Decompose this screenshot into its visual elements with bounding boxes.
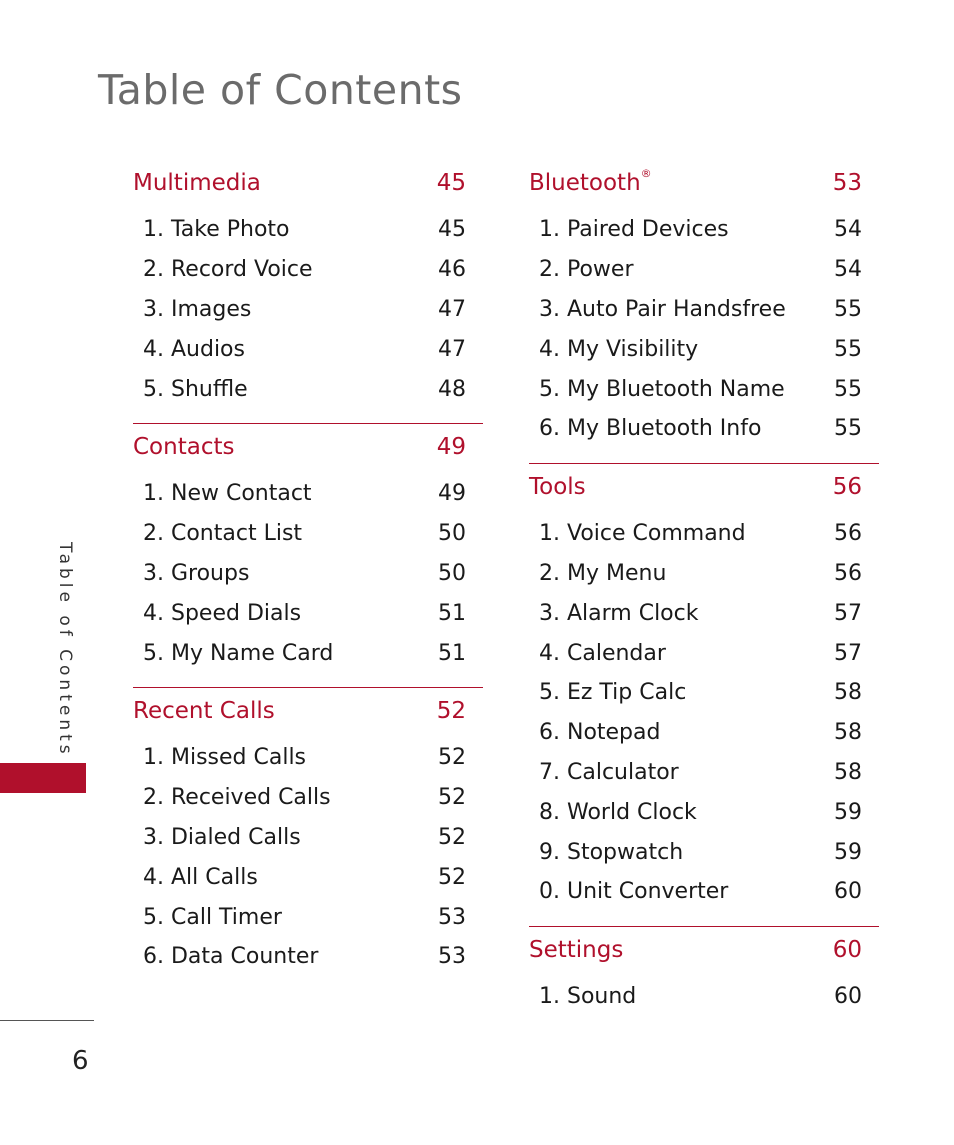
section-page-number: 56 <box>832 473 862 500</box>
entry-page-number: 47 <box>438 336 466 362</box>
entry-page-number: 58 <box>834 680 862 706</box>
entry-label: 1. Take Photo <box>143 217 290 243</box>
registered-mark: ® <box>640 167 652 180</box>
entry-label: 9. Stopwatch <box>539 839 684 865</box>
entry-label: 5. Call Timer <box>143 904 282 930</box>
section-title <box>529 464 586 510</box>
entry-page-number: 54 <box>834 217 862 243</box>
entry-page-number: 50 <box>438 521 466 547</box>
toc-entry[interactable] <box>529 673 879 713</box>
toc-left-column <box>133 160 483 991</box>
toc-section-multimedia <box>133 160 483 423</box>
toc-section-settings <box>529 926 879 1031</box>
entry-label: 4. Calendar <box>539 640 666 666</box>
section-title-text: Contacts <box>133 433 235 460</box>
toc-entry[interactable] <box>529 977 879 1017</box>
section-title <box>133 424 234 470</box>
toc-entry[interactable] <box>133 514 483 554</box>
section-page-number: 60 <box>832 936 862 963</box>
section-items <box>529 210 879 463</box>
entry-page-number: 55 <box>834 336 862 362</box>
toc-entry[interactable] <box>529 713 879 753</box>
entry-label: 5. My Bluetooth Name <box>539 376 785 402</box>
toc-entry[interactable] <box>529 250 879 290</box>
entry-label: 1. Missed Calls <box>143 745 307 771</box>
section-heading[interactable] <box>133 424 483 474</box>
entry-page-number: 55 <box>834 416 862 442</box>
entry-label: 2. My Menu <box>539 560 667 586</box>
side-tab-label: Table of Contents <box>55 542 75 758</box>
toc-entry[interactable] <box>133 738 483 778</box>
entry-page-number: 56 <box>834 560 862 586</box>
toc-entry[interactable] <box>529 290 879 330</box>
toc-entry[interactable] <box>133 593 483 633</box>
toc-entry[interactable] <box>133 857 483 897</box>
section-heading[interactable] <box>529 927 879 977</box>
section-title-text: Recent Calls <box>133 697 275 724</box>
entry-label: 4. My Visibility <box>539 336 699 362</box>
entry-label: 8. World Clock <box>539 799 697 825</box>
page-title: Table of Contents <box>98 66 463 114</box>
entry-label: 0. Unit Converter <box>539 879 729 905</box>
entry-page-number: 47 <box>438 296 466 322</box>
section-items <box>133 738 483 991</box>
entry-page-number: 59 <box>834 839 862 865</box>
toc-entry[interactable] <box>529 872 879 912</box>
section-items <box>133 474 483 687</box>
entry-page-number: 58 <box>834 720 862 746</box>
toc-entry[interactable] <box>133 897 483 937</box>
entry-page-number: 52 <box>438 785 466 811</box>
section-page-number: 52 <box>436 697 466 724</box>
section-page-number: 49 <box>436 433 466 460</box>
entry-page-number: 48 <box>438 376 466 402</box>
entry-label: 5. My Name Card <box>143 640 334 666</box>
toc-entry[interactable] <box>529 832 879 872</box>
entry-label: 1. Sound <box>539 984 637 1010</box>
entry-page-number: 59 <box>834 799 862 825</box>
toc-entry[interactable] <box>133 818 483 858</box>
toc-entry[interactable] <box>529 753 879 793</box>
entry-page-number: 52 <box>438 745 466 771</box>
section-heading[interactable] <box>133 160 483 210</box>
entry-label: 3. Groups <box>143 560 250 586</box>
entry-page-number: 45 <box>438 217 466 243</box>
entry-label: 1. Paired Devices <box>539 217 729 243</box>
toc-entry[interactable] <box>133 937 483 977</box>
toc-section-recent-calls <box>133 687 483 991</box>
entry-label: 4. Audios <box>143 336 245 362</box>
toc-section-bluetooth <box>529 160 879 463</box>
toc-entry[interactable] <box>133 633 483 673</box>
entry-label: 2. Power <box>539 257 634 283</box>
section-items <box>529 514 879 926</box>
footer-divider <box>0 1020 94 1021</box>
entry-label: 3. Images <box>143 296 252 322</box>
entry-label: 2. Received Calls <box>143 785 331 811</box>
section-title <box>133 688 275 734</box>
section-page-number: 45 <box>436 170 466 196</box>
page-number: 6 <box>72 1046 89 1076</box>
entry-page-number: 52 <box>438 864 466 890</box>
section-title <box>529 927 623 973</box>
toc-entry[interactable] <box>529 409 879 449</box>
entry-label: 6. Notepad <box>539 720 661 746</box>
entry-label: 6. My Bluetooth Info <box>539 416 762 442</box>
section-title-text: Settings <box>529 936 624 963</box>
entry-label: 5. Ez Tip Calc <box>539 680 687 706</box>
entry-label: 6. Data Counter <box>143 944 319 970</box>
toc-entry[interactable] <box>133 554 483 594</box>
toc-entry[interactable] <box>133 290 483 330</box>
entry-page-number: 55 <box>834 376 862 402</box>
toc-entry[interactable] <box>133 210 483 250</box>
section-items <box>133 210 483 423</box>
section-heading[interactable] <box>529 464 879 514</box>
section-page-number: 53 <box>832 170 862 196</box>
entry-page-number: 50 <box>438 560 466 586</box>
entry-page-number: 57 <box>834 600 862 626</box>
section-title-text: Bluetooth <box>529 170 641 196</box>
entry-page-number: 51 <box>438 600 466 626</box>
toc-entry[interactable] <box>529 329 879 369</box>
entry-label: 3. Dialed Calls <box>143 824 301 850</box>
entry-page-number: 58 <box>834 759 862 785</box>
toc-right-column <box>529 160 879 1031</box>
toc-entry[interactable] <box>529 514 879 554</box>
entry-page-number: 55 <box>834 296 862 322</box>
entry-page-number: 60 <box>834 879 862 905</box>
section-title-text: Tools <box>529 473 586 500</box>
entry-label: 5. Shuffle <box>143 376 248 402</box>
entry-label: 1. Voice Command <box>539 521 746 547</box>
toc-section-contacts <box>133 423 483 687</box>
side-tab-marker <box>0 763 86 793</box>
toc-entry[interactable] <box>529 792 879 832</box>
entry-label: 2. Contact List <box>143 521 303 547</box>
entry-page-number: 46 <box>438 257 466 283</box>
toc-entry[interactable] <box>133 329 483 369</box>
entry-label: 3. Alarm Clock <box>539 600 699 626</box>
entry-label: 3. Auto Pair Handsfree <box>539 296 786 322</box>
toc-entry[interactable] <box>133 474 483 514</box>
toc-entry[interactable] <box>133 369 483 409</box>
section-title <box>133 160 261 206</box>
entry-label: 4. All Calls <box>143 864 258 890</box>
entry-page-number: 53 <box>438 944 466 970</box>
toc-entry[interactable] <box>133 778 483 818</box>
entry-page-number: 54 <box>834 257 862 283</box>
entry-label: 2. Record Voice <box>143 257 313 283</box>
entry-page-number: 52 <box>438 824 466 850</box>
toc-section-tools <box>529 463 879 926</box>
toc-entry[interactable] <box>529 210 879 250</box>
toc-entry[interactable] <box>133 250 483 290</box>
toc-entry[interactable] <box>529 369 879 409</box>
entry-page-number: 60 <box>834 984 862 1010</box>
section-items <box>529 977 879 1031</box>
entry-label: 4. Speed Dials <box>143 600 302 626</box>
entry-page-number: 53 <box>438 904 466 930</box>
section-heading[interactable] <box>133 688 483 738</box>
section-title <box>529 160 652 206</box>
toc-entry[interactable] <box>529 633 879 673</box>
entry-page-number: 49 <box>438 481 466 507</box>
section-title-text: Multimedia <box>133 170 261 196</box>
entry-page-number: 57 <box>834 640 862 666</box>
toc-entry[interactable] <box>529 593 879 633</box>
entry-label: 7. Calculator <box>539 759 679 785</box>
toc-entry[interactable] <box>529 554 879 594</box>
entry-page-number: 56 <box>834 521 862 547</box>
entry-page-number: 51 <box>438 640 466 666</box>
entry-label: 1. New Contact <box>143 481 312 507</box>
section-heading[interactable] <box>529 160 879 210</box>
